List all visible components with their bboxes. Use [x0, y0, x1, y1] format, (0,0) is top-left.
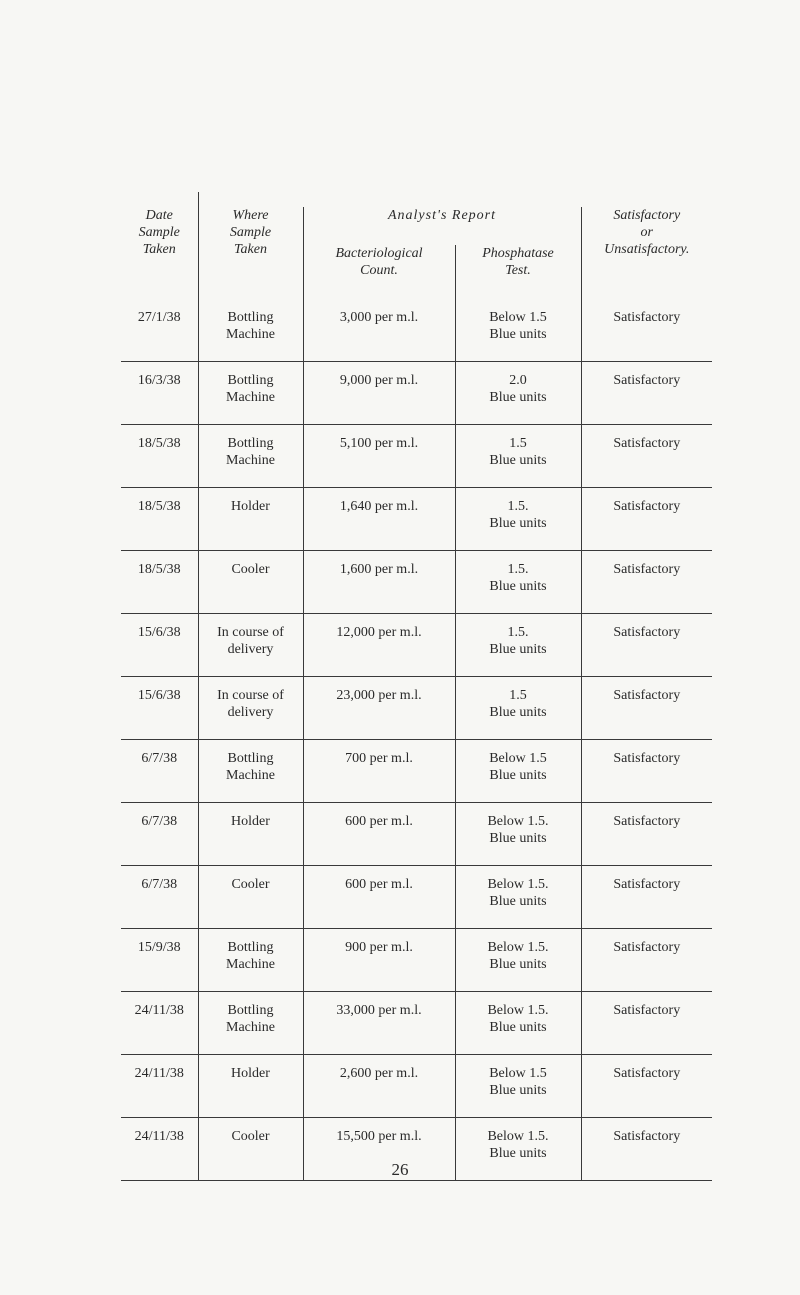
cell-text: 24/11/38: [134, 1129, 184, 1144]
where-cell: [198, 362, 303, 425]
cell-text: 12,000 per m.l.: [336, 625, 422, 640]
where-cell: [198, 551, 303, 614]
header-bacteriological-count: Bacteriological Count.: [303, 245, 455, 299]
cell-text: 5,100 per m.l.: [339, 436, 419, 451]
result-cell: [581, 425, 712, 488]
cell-text: 1.5.: [507, 562, 529, 577]
table-row: [121, 866, 712, 929]
date-cell: [121, 740, 198, 803]
result-cell: [581, 362, 712, 425]
date-cell: [121, 677, 198, 740]
cell-text: 9,000 per m.l.: [339, 373, 419, 388]
cell-text: Holder: [231, 1066, 270, 1081]
cell-text: Blue units: [489, 1020, 547, 1035]
cell-text: Machine: [226, 390, 275, 405]
where-cell: [198, 488, 303, 551]
cell-text: Bottling: [227, 310, 274, 325]
phosphatase-cell: [455, 929, 581, 992]
cell-text: delivery: [227, 705, 274, 720]
result-cell: [581, 299, 712, 362]
cell-text: Blue units: [489, 390, 547, 405]
cell-text: Blue units: [489, 894, 547, 909]
cell-text: Blue units: [489, 327, 547, 342]
bacteriological-count-cell: [303, 488, 455, 551]
header-date-sample-taken: Date Sample Taken: [121, 207, 198, 299]
table-row: [121, 425, 712, 488]
date-cell: [121, 299, 198, 362]
cell-text: Satisfactory: [613, 373, 681, 388]
bacteriological-count-cell: [303, 929, 455, 992]
cell-text: 6/7/38: [141, 751, 178, 766]
cell-text: Blue units: [489, 1083, 547, 1098]
cell-text: 600 per m.l.: [345, 877, 413, 892]
where-cell: [198, 929, 303, 992]
bacteriological-count-cell: [303, 614, 455, 677]
date-cell: [121, 929, 198, 992]
cell-text: 2,600 per m.l.: [339, 1066, 419, 1081]
result-cell: [581, 1055, 712, 1118]
cell-text: Holder: [231, 499, 270, 514]
cell-text: 6/7/38: [141, 814, 178, 829]
cell-text: Blue units: [489, 705, 547, 720]
phosphatase-cell: [455, 992, 581, 1055]
page-number: 26: [391, 1160, 409, 1179]
header-tick-mark: [198, 192, 199, 207]
result-cell: [581, 614, 712, 677]
cell-text: 700 per m.l.: [345, 751, 413, 766]
bacteriological-count-cell: [303, 362, 455, 425]
cell-text: Blue units: [489, 453, 547, 468]
cell-text: 15,500 per m.l.: [336, 1129, 422, 1144]
cell-text: 18/5/38: [137, 499, 181, 514]
cell-text: 2.0: [509, 373, 527, 388]
table-row: [121, 803, 712, 866]
phosphatase-cell: [455, 551, 581, 614]
cell-text: Blue units: [489, 768, 547, 783]
cell-text: 15/9/38: [137, 940, 181, 955]
header-phosphatase-test: Phosphatase Test.: [455, 245, 581, 299]
result-cell: [581, 803, 712, 866]
cell-text: Satisfactory: [613, 877, 681, 892]
where-cell: [198, 866, 303, 929]
where-cell: [198, 299, 303, 362]
date-cell: [121, 614, 198, 677]
cell-text: 23,000 per m.l.: [336, 688, 422, 703]
cell-text: Blue units: [489, 831, 547, 846]
cell-text: Blue units: [489, 579, 547, 594]
result-cell: [581, 551, 712, 614]
cell-text: 1.5: [509, 436, 527, 451]
cell-text: Machine: [226, 768, 275, 783]
cell-text: 900 per m.l.: [345, 940, 413, 955]
cell-text: 15/6/38: [137, 688, 181, 703]
table-row: [121, 677, 712, 740]
table-body: [121, 299, 712, 1181]
cell-text: 27/1/38: [137, 310, 181, 325]
header-analysts-report: Analyst's Report: [303, 207, 581, 245]
cell-text: Blue units: [489, 1146, 547, 1161]
cell-text: Blue units: [489, 642, 547, 657]
result-cell: [581, 866, 712, 929]
where-cell: [198, 1055, 303, 1118]
table-row: [121, 362, 712, 425]
cell-text: Below 1.5: [489, 1066, 547, 1081]
cell-text: Bottling: [227, 373, 274, 388]
cell-text: Satisfactory: [613, 436, 681, 451]
milk-sample-table: [121, 207, 712, 1181]
bacteriological-count-cell: [303, 866, 455, 929]
cell-text: Below 1.5.: [487, 940, 549, 955]
table-row: [121, 551, 712, 614]
cell-text: Bottling: [227, 751, 274, 766]
header-where-sample-taken: Where Sample Taken: [198, 207, 303, 299]
cell-text: 33,000 per m.l.: [336, 1003, 422, 1018]
where-cell: [198, 992, 303, 1055]
bacteriological-count-cell: [303, 677, 455, 740]
cell-text: Bottling: [227, 1003, 274, 1018]
bacteriological-count-cell: [303, 992, 455, 1055]
cell-text: Below 1.5: [489, 310, 547, 325]
phosphatase-cell: [455, 299, 581, 362]
result-cell: [581, 677, 712, 740]
where-cell: [198, 425, 303, 488]
where-cell: [198, 677, 303, 740]
date-cell: [121, 803, 198, 866]
cell-text: Satisfactory: [613, 1003, 681, 1018]
cell-text: Satisfactory: [613, 814, 681, 829]
cell-text: Bottling: [227, 436, 274, 451]
result-cell: [581, 740, 712, 803]
cell-text: Satisfactory: [613, 751, 681, 766]
cell-text: Satisfactory: [613, 1129, 681, 1144]
phosphatase-cell: [455, 488, 581, 551]
cell-text: Machine: [226, 327, 275, 342]
date-cell: [121, 362, 198, 425]
cell-text: Satisfactory: [613, 625, 681, 640]
cell-text: Satisfactory: [613, 688, 681, 703]
cell-text: In course of: [217, 688, 284, 703]
cell-text: Cooler: [231, 562, 270, 577]
cell-text: 3,000 per m.l.: [339, 310, 419, 325]
cell-text: Bottling: [227, 940, 274, 955]
cell-text: 1.5: [509, 688, 527, 703]
date-cell: [121, 488, 198, 551]
phosphatase-cell: [455, 614, 581, 677]
where-cell: [198, 614, 303, 677]
bacteriological-count-cell: [303, 425, 455, 488]
table-row: [121, 488, 712, 551]
table-row: [121, 929, 712, 992]
cell-text: Satisfactory: [613, 940, 681, 955]
cell-text: 1,640 per m.l.: [339, 499, 419, 514]
cell-text: Satisfactory: [613, 1066, 681, 1081]
bacteriological-count-cell: [303, 299, 455, 362]
cell-text: Below 1.5.: [487, 1003, 549, 1018]
bacteriological-count-cell: [303, 803, 455, 866]
table-row: [121, 1055, 712, 1118]
phosphatase-cell: [455, 425, 581, 488]
where-cell: [198, 803, 303, 866]
bacteriological-count-cell: [303, 551, 455, 614]
cell-text: In course of: [217, 625, 284, 640]
date-cell: [121, 1055, 198, 1118]
date-cell: [121, 866, 198, 929]
cell-text: Cooler: [231, 877, 270, 892]
result-cell: [581, 992, 712, 1055]
phosphatase-cell: [455, 803, 581, 866]
cell-text: 1,600 per m.l.: [339, 562, 419, 577]
cell-text: 18/5/38: [137, 436, 181, 451]
cell-text: 600 per m.l.: [345, 814, 413, 829]
phosphatase-cell: [455, 1055, 581, 1118]
phosphatase-cell: [455, 740, 581, 803]
bacteriological-count-cell: [303, 1055, 455, 1118]
cell-text: 24/11/38: [134, 1066, 184, 1081]
bacteriological-count-cell: [303, 740, 455, 803]
cell-text: 15/6/38: [137, 625, 181, 640]
phosphatase-cell: [455, 362, 581, 425]
cell-text: 18/5/38: [137, 562, 181, 577]
cell-text: 16/3/38: [137, 373, 181, 388]
where-cell: [198, 740, 303, 803]
table-row: [121, 740, 712, 803]
table-row: [121, 992, 712, 1055]
cell-text: Satisfactory: [613, 562, 681, 577]
cell-text: Below 1.5.: [487, 1129, 549, 1144]
cell-text: Blue units: [489, 516, 547, 531]
cell-text: Machine: [226, 453, 275, 468]
cell-text: Below 1.5.: [487, 877, 549, 892]
cell-text: delivery: [227, 642, 274, 657]
result-cell: [581, 929, 712, 992]
cell-text: 6/7/38: [141, 877, 178, 892]
phosphatase-cell: [455, 866, 581, 929]
phosphatase-cell: [455, 677, 581, 740]
cell-text: Cooler: [231, 1129, 270, 1144]
cell-text: Below 1.5: [489, 751, 547, 766]
cell-text: Below 1.5.: [487, 814, 549, 829]
cell-text: Satisfactory: [613, 310, 681, 325]
date-cell: [121, 425, 198, 488]
result-cell: [581, 488, 712, 551]
cell-text: Satisfactory: [613, 499, 681, 514]
header-satisfactory: Satisfactory or Unsatisfactory.: [604, 208, 690, 257]
cell-text: Holder: [231, 814, 270, 829]
cell-text: 24/11/38: [134, 1003, 184, 1018]
date-cell: [121, 992, 198, 1055]
table-row: [121, 299, 712, 362]
date-cell: [121, 551, 198, 614]
cell-text: Machine: [226, 1020, 275, 1035]
cell-text: Blue units: [489, 957, 547, 972]
cell-text: 1.5.: [507, 499, 529, 514]
cell-text: Machine: [226, 957, 275, 972]
cell-text: 1.5.: [507, 625, 529, 640]
table-row: [121, 614, 712, 677]
